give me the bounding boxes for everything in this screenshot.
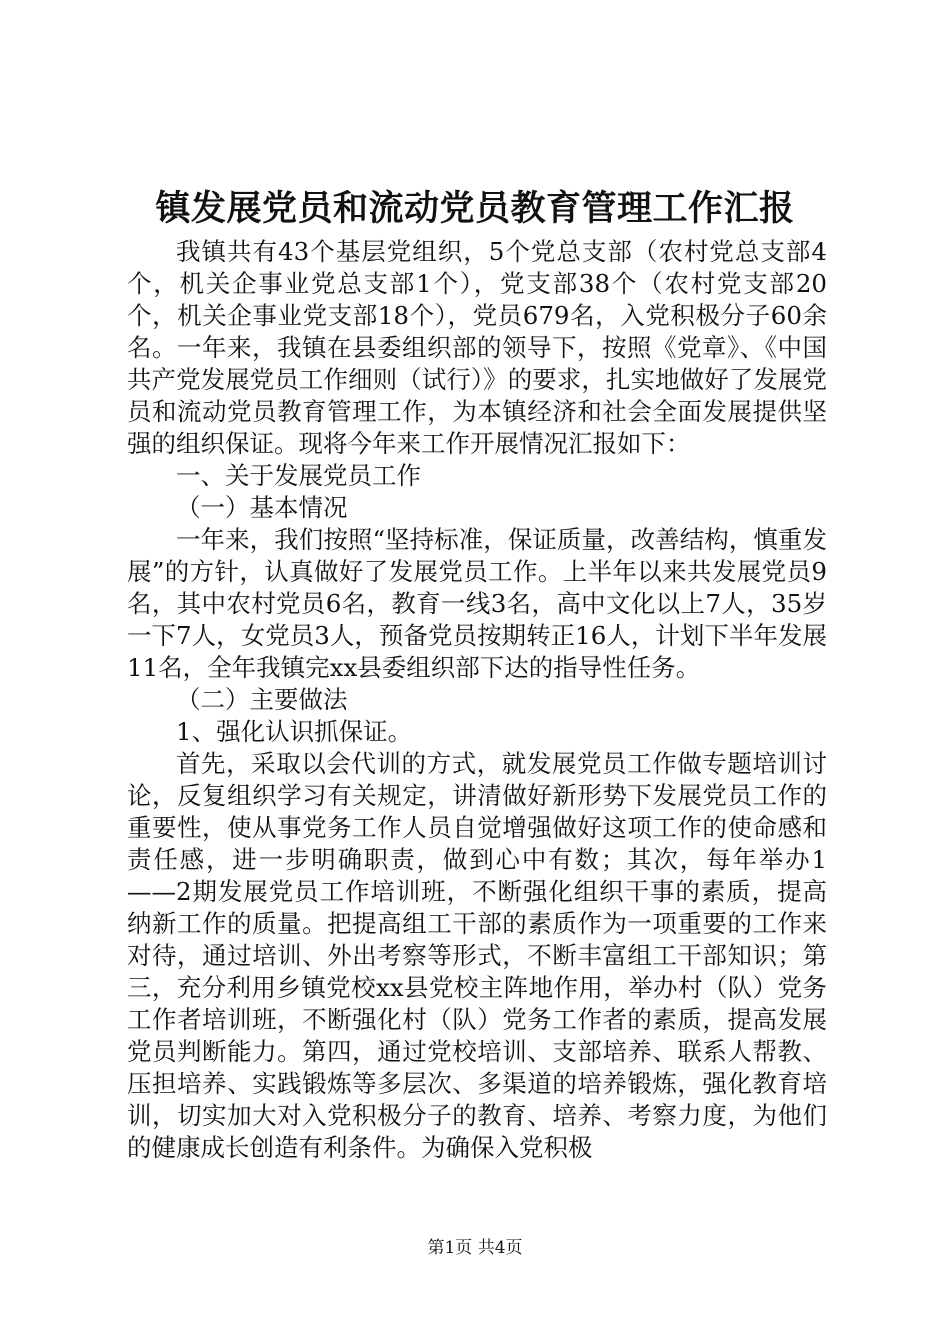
document-title: 镇发展党员和流动党员教育管理工作汇报	[155, 188, 795, 229]
basic-situation-paragraph: 一年来，我们按照“坚持标准，保证质量，改善结构，慎重发展”的方针，认真做好了发展党员工作。上半年以来共发展党员9名，其中农村党员6名，教育一线3名，高中文化以上7人，35岁一下7人，女党员3人，预备党员按期转正16人，计划下半年发展11名，全年我镇完xx县委组织部下达的指导性任务。	[127, 525, 827, 682]
document-body	[127, 236, 827, 1164]
intro-paragraph: 我镇共有43个基层党组织，5个党总支部（农村党总支部4个，机关企事业党总支部1个），党支部38个（农村党支部20个，机关企事业党支部18个），党员679名，入党积极分子60余名。一年来，我镇在县委组织部的领导下，按照《党章》、《中国共产党发展党员工作细则（试行）》的要求，扎实地做好了发展党员和流动党员教育管理工作，为本镇经济和社会全面发展提供坚强的组织保证。现将今年来工作开展情况汇报如下：	[127, 237, 827, 458]
method-heading-1: 1、强化认识抓保证。	[176, 717, 413, 746]
method-paragraph-1: 首先，采取以会代训的方式，就发展党员工作做专题培训讨论，反复组织学习有关规定，讲清做好新形势下发展党员工作的重要性，使从事党务工作人员自觉增强做好这项工作的使命感和责任感，进一步明确职责，做到心中有数；其次，每年举办1——2期发展党员工作培训班，不断强化组织干事的素质，提高纳新工作的质量。把提高组工干部的素质作为一项重要的工作来对待，通过培训、外出考察等形式，不断丰富组工干部知识；第三，充分利用乡镇党校xx县党校主阵地作用，举办村（队）党务工作者培训班，不断强化村（队）党务工作者的素质，提高发展党员判断能力。第四，通过党校培训、支部培养、联系人帮教、压担培养、实践锻炼等多层次、多渠道的培养锻炼，强化教育培训，切实加大对入党积极分子的教育、培养、考察力度，为他们的健康成长创造有利条件。为确保入党积极	[127, 749, 827, 1162]
subsection-heading-methods: （二）主要做法	[176, 685, 348, 714]
section-heading-1: 一、关于发展党员工作	[176, 461, 421, 490]
page-footer: 第1页 共4页	[427, 1238, 523, 1258]
subsection-heading-basic: （一）基本情况	[176, 493, 348, 522]
